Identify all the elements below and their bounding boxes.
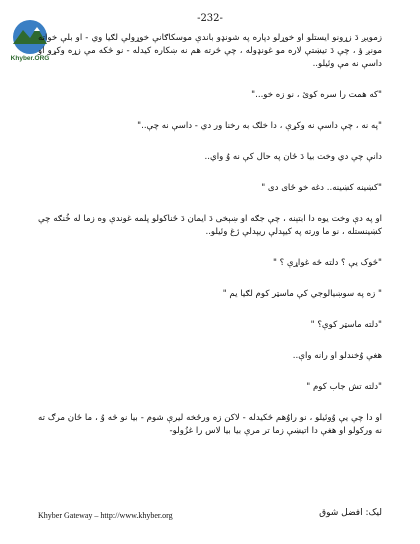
page-number: -232- <box>197 13 223 24</box>
footer-author: ليک: افضل شوق <box>319 508 382 518</box>
paragraph-1: زمويږ دَ زړونو ايستلو او خوړلو دپاره په شونډو باندې موسکاګانې خوړولې لګيا وي - او بلې خواته مونږ ؤ ، چې دَ تيښتې لاره مو غونډوله ، چې څرته هم نه ښکاره کيدله - نو څکه مې زړه وکړو او داسې نه مې وئيلو.. <box>38 33 382 69</box>
dialogue-line-3: "کښينه کښينه.. دغه خو ځای دی " <box>261 183 382 193</box>
document-body <box>38 32 382 438</box>
narration-line-1: دانې چې دي وخت بيا دَ ځان په حال کې نه وُ واي.. <box>204 152 382 162</box>
dialogue-line-7: "دلته تش جاب کوم " <box>306 382 382 392</box>
narration-line-2: هغې وُخندلو او رانه واې.. <box>292 351 382 361</box>
dialogue-line-2: "په نه ، چې داسې نه وکړې ، دا خلګ به رخنا ور دي - داسې نه چې.." <box>137 121 382 131</box>
dialogue-line-5: " زه په سوښيالوجي کې ماسټر کوم لګيا يم " <box>222 289 382 299</box>
logo-text: Khyber.ORG <box>10 55 50 62</box>
dialogue-line-1: "که همت را سره کوئ ، نو زه خو..." <box>251 90 382 100</box>
paragraph-2: او په دې وخت يوه دا ابتېنه ، چې جګه او ښېخی دَ ايمان دَ ځناکولو پلمه غوندې وه زما له خُنګه چې کښينستله ، نو ما ورته په کيپدلې ريپدلې ژغ وئيلو.. <box>38 214 382 237</box>
dialogue-line-4: "څوک يې ؟ دلته څه غواړې ؟ " <box>272 258 382 268</box>
footer-website: Khyber Gateway – http://www.khyber.org <box>38 511 173 520</box>
paragraph-3: او دا چې يې وُوئيلو ، نو راوُهم څکيدله - لاکن زه ورځخه ليرې شوم - بيا نو څه وُ ، ما ځان مرګ ته نه ورکولو او هغې دا اتيښې زما تر مرې بيا بيا لاس را غزُولو- <box>38 413 382 436</box>
dialogue-line-6: "دلته ماسټر کوې؟ " <box>310 320 382 330</box>
